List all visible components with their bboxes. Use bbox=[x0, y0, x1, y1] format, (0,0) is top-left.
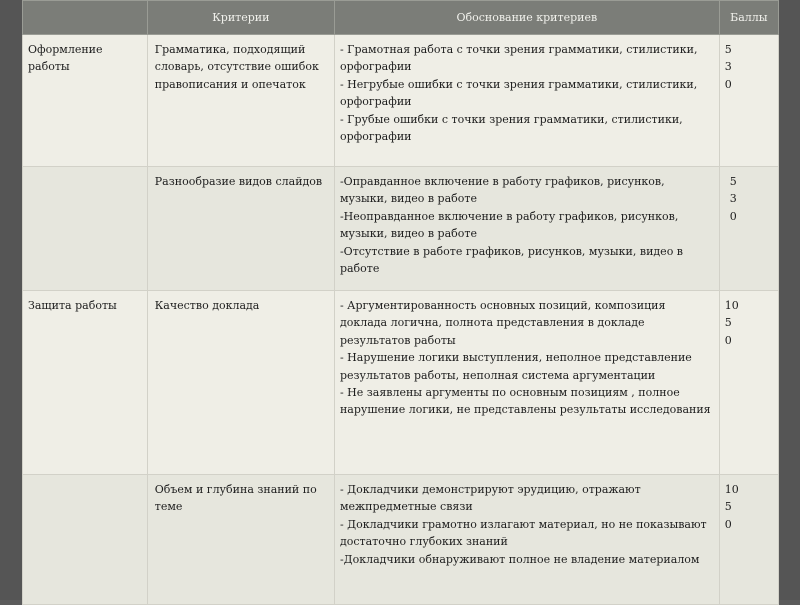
justification-item: - Аргументированность основных позиций, композиция доклада логична, полнота представления в докладе результатов работы bbox=[339, 299, 666, 347]
justification-item: - Докладчики грамотно излагают материал, но не показывают достаточно глубоких знаний bbox=[339, 517, 707, 549]
section-cell bbox=[23, 167, 148, 291]
score-value: 10 bbox=[724, 483, 739, 496]
scores-cell bbox=[719, 167, 778, 291]
criterion-cell: Разнообразие видов слайдов bbox=[147, 167, 334, 291]
table-row bbox=[23, 167, 779, 291]
criterion-cell: Качество доклада bbox=[147, 291, 334, 475]
header-criteria: Критерии bbox=[147, 1, 334, 35]
header-scores: Баллы bbox=[719, 1, 778, 35]
justification-item: - Грамотная работа с точки зрения грамматики, стилистики, орфографии bbox=[339, 43, 698, 74]
score-value: 5 bbox=[724, 316, 732, 330]
justification-cell bbox=[334, 35, 719, 167]
table-row bbox=[23, 291, 779, 475]
score-value: 0 bbox=[724, 333, 732, 347]
score-value: 0 bbox=[724, 77, 732, 91]
score-value: 5 bbox=[724, 43, 732, 56]
criterion-cell: Грамматика, подходящий словарь, отсутствие ошибок правописания и опечаток bbox=[147, 35, 334, 167]
scores-cell bbox=[719, 291, 778, 475]
section-cell: Защита работы bbox=[23, 291, 148, 475]
score-value: 0 bbox=[729, 209, 737, 223]
table-row bbox=[23, 35, 779, 167]
header-justification: Обоснование критериев bbox=[334, 1, 719, 35]
score-value: 3 bbox=[724, 60, 732, 74]
justification-cell bbox=[334, 167, 719, 291]
table-row bbox=[23, 475, 779, 605]
score-value: 3 bbox=[729, 192, 737, 206]
section-cell: Оформление работы bbox=[23, 35, 148, 167]
justification-item: - Грубые ошибки с точки зрения грамматики, стилистики, орфографии bbox=[339, 112, 683, 144]
criteria-table bbox=[22, 0, 779, 605]
header-row bbox=[23, 1, 779, 35]
justification-item: -Оправданное включение в работу графиков, рисунков, музыки, видео в работе bbox=[339, 175, 665, 206]
criterion-cell: Объем и глубина знаний по теме bbox=[147, 475, 334, 605]
justification-cell bbox=[334, 475, 719, 605]
section-cell bbox=[23, 475, 148, 605]
scores-cell bbox=[719, 475, 778, 605]
justification-item: - Нарушение логики выступления, неполное представление результатов работы, неполная система аргументации bbox=[339, 351, 692, 382]
scores-cell bbox=[719, 35, 778, 167]
justification-item: -Неоправданное включение в работу графиков, рисунков, музыки, видео в работе bbox=[339, 209, 679, 241]
score-value: 5 bbox=[724, 500, 732, 514]
justification-item: -Докладчики обнаруживают полное не владение материалом bbox=[339, 552, 700, 566]
justification-item: -Отсутствие в работе графиков, рисунков, музыки, видео в работе bbox=[339, 244, 684, 276]
justification-item: - Негрубые ошибки с точки зрения грамматики, стилистики, орфографии bbox=[339, 77, 698, 109]
score-value: 0 bbox=[724, 517, 732, 531]
justification-cell bbox=[334, 291, 719, 475]
header-section bbox=[23, 1, 148, 35]
justification-item: - Не заявлены аргументы по основным позициям , полное нарушение логики, не представлены результаты исследования bbox=[339, 386, 711, 417]
justification-item: - Докладчики демонстрируют эрудицию, отражают межпредметные связи bbox=[339, 483, 641, 514]
score-value: 10 bbox=[724, 299, 739, 312]
score-value: 5 bbox=[729, 175, 737, 188]
